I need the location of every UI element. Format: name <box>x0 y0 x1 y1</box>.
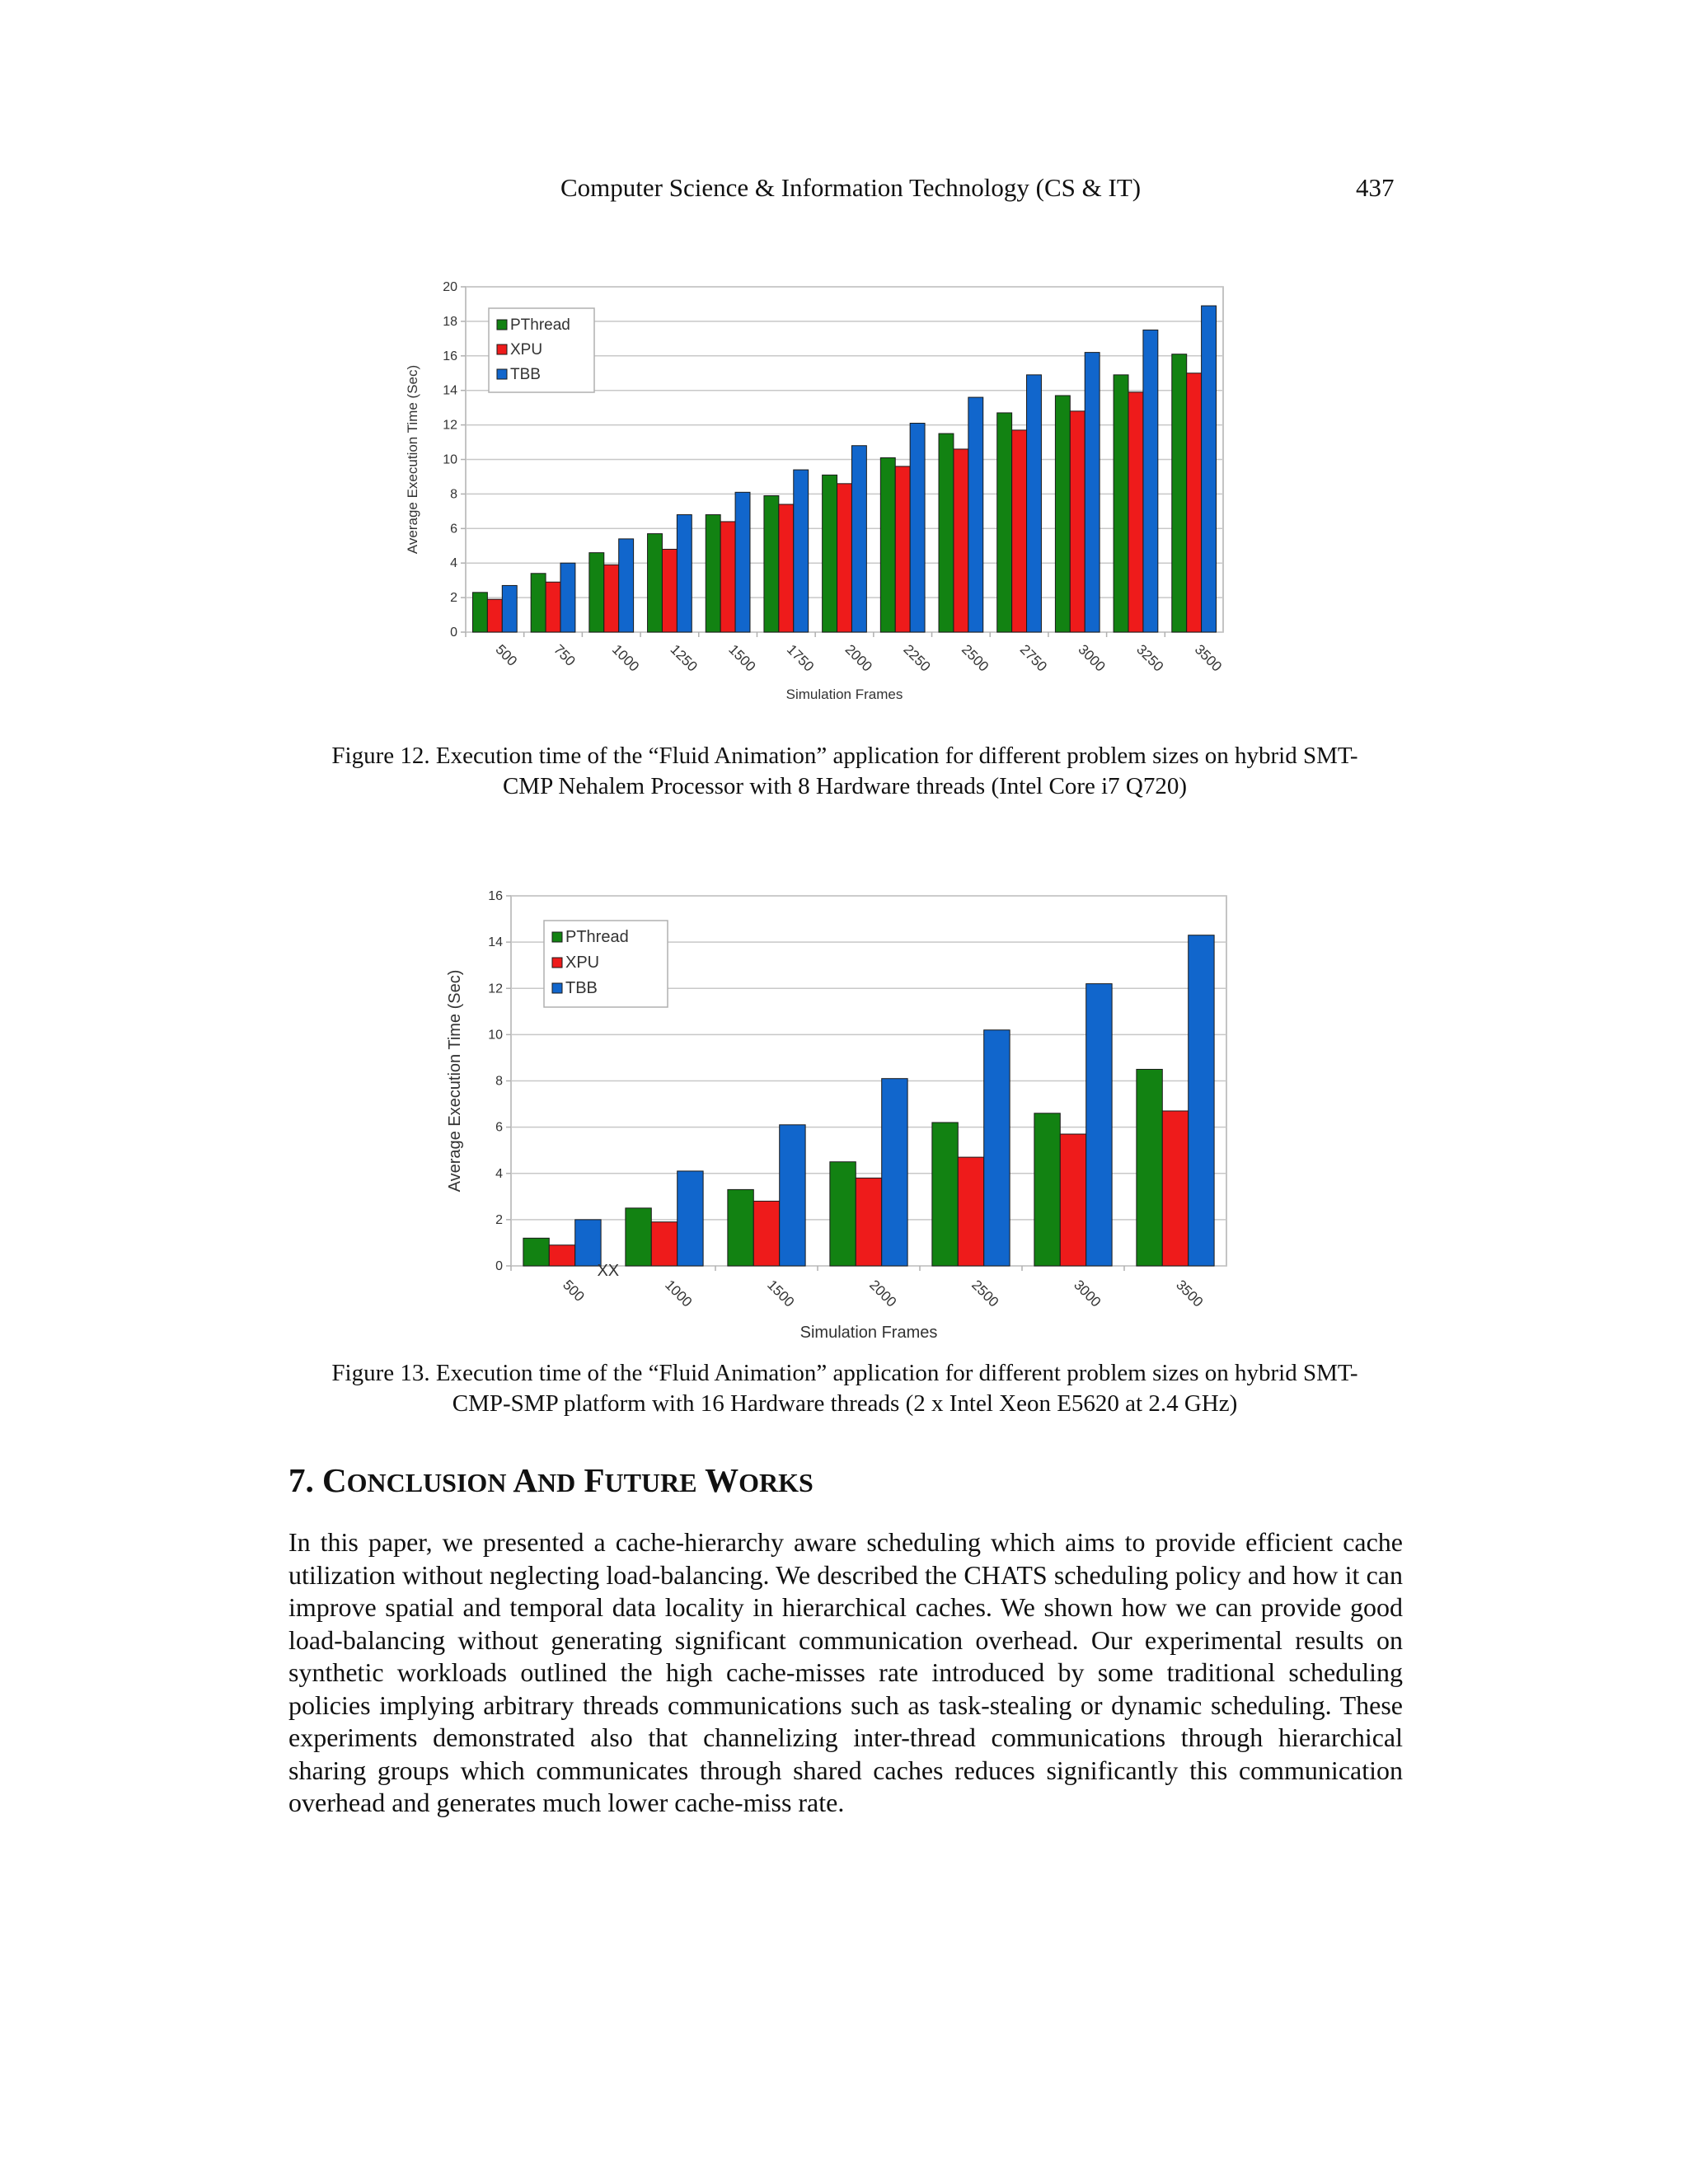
x-tick-label: 3250 <box>1133 641 1167 675</box>
heading-word-rest: ND <box>537 1468 576 1497</box>
x-tick-label: 750 <box>551 641 579 669</box>
bar-pthread <box>1172 354 1187 632</box>
y-tick-label: 6 <box>495 1120 503 1135</box>
legend-label: TBB <box>565 979 598 997</box>
bar-xpu <box>1012 430 1027 632</box>
bar-xpu <box>549 1245 574 1266</box>
legend-swatch <box>497 369 507 379</box>
figure-12-caption-line-2: CMP Nehalem Processor with 8 Hardware threads (Intel Core i7 Q720) <box>502 773 1188 799</box>
y-tick-label: 6 <box>450 522 457 537</box>
x-tick-label: 3000 <box>1071 1277 1104 1310</box>
y-tick-label: 0 <box>495 1259 503 1273</box>
bar-xpu <box>604 565 619 632</box>
section-heading <box>288 1460 814 1500</box>
legend-label: XPU <box>565 954 600 972</box>
bar-xpu <box>662 549 677 632</box>
figure-12-caption-line-1: Figure 12. Execution time of the “Fluid Animation” application for different problem sizes on hybrid SMT- <box>331 743 1358 769</box>
y-tick-label: 4 <box>450 556 457 571</box>
legend-swatch <box>497 320 507 330</box>
bar-pthread <box>523 1238 549 1266</box>
y-axis-title: Average Execution Time (Sec) <box>405 364 420 555</box>
x-axis-title: Simulation Frames <box>785 687 903 702</box>
bar-tbb <box>1085 353 1100 632</box>
bar-xpu <box>487 599 502 632</box>
x-tick-label: 1000 <box>662 1277 696 1310</box>
bar-tbb <box>619 539 634 632</box>
bar-xpu <box>856 1178 881 1266</box>
y-tick-label: 14 <box>488 935 503 950</box>
bar-pthread <box>823 475 837 632</box>
legend-label: TBB <box>510 366 541 383</box>
bar-pthread <box>648 534 663 632</box>
bar-pthread <box>1137 1069 1162 1266</box>
bar-xpu <box>1128 392 1143 632</box>
x-tick-label: 3500 <box>1191 641 1226 675</box>
conclusion-paragraph: In this paper, we presented a cache-hierarchy aware scheduling which aims to provide efficient cache utilization without neglecting load-balancing. We described the CHATS scheduling policy and how it can improve spatial and temporal data locality in hierarchical caches. We shown how we can provide good load-balancing without generating significant communication overhead. Our experimental results on synthetic workloads outlined the high cache-misses rate introduced by some traditional scheduling policies implying arbitrary threads communications such as task-stealing or dynamic scheduling. These experiments demonstrated also that channelizing inter-thread communications through hierarchical sharing groups which communicates through shared caches reduces significantly this communication overhead and generates much lower cache-miss rate. <box>288 1527 1403 1817</box>
y-tick-label: 16 <box>443 349 457 363</box>
y-tick-label: 14 <box>443 383 457 398</box>
x-tick-label: 1000 <box>608 641 643 675</box>
bar-tbb <box>851 446 866 632</box>
y-tick-label: 18 <box>443 314 457 329</box>
bar-xpu <box>958 1157 983 1266</box>
bar-tbb <box>780 1125 805 1266</box>
x-tick-label: 3000 <box>1075 641 1109 675</box>
bar-tbb <box>678 1171 703 1266</box>
y-tick-label: 8 <box>495 1074 503 1089</box>
x-tick-label: 1500 <box>764 1277 798 1310</box>
bar-xpu <box>954 449 968 632</box>
bar-pthread <box>472 593 487 632</box>
bar-pthread <box>626 1208 651 1266</box>
figure-13-chart <box>437 886 1245 1347</box>
section-number: 7. <box>288 1461 314 1499</box>
heading-initial: W <box>705 1461 739 1499</box>
journal-title: Computer Science & Information Technology (CS & IT) <box>560 173 1142 202</box>
x-tick-label: 1250 <box>667 641 701 675</box>
legend-swatch <box>552 932 562 942</box>
bar-tbb <box>735 492 750 632</box>
bar-xpu <box>1070 411 1085 632</box>
y-tick-label: 10 <box>443 452 457 467</box>
bar-tbb <box>560 563 575 632</box>
y-tick-label: 12 <box>488 982 503 996</box>
x-tick-label: 3500 <box>1173 1277 1207 1310</box>
bar-xpu <box>720 522 735 632</box>
chart-annotation: XX <box>597 1262 620 1280</box>
bar-xpu <box>837 484 852 632</box>
bar-pthread <box>880 457 895 632</box>
legend-label: XPU <box>510 341 543 359</box>
x-tick-label: 2000 <box>842 641 875 675</box>
y-axis-title: Average Execution Time (Sec) <box>446 969 464 1193</box>
x-tick-label: 2500 <box>959 641 992 675</box>
bar-tbb <box>1027 375 1042 632</box>
bar-xpu <box>779 504 794 632</box>
y-tick-label: 4 <box>495 1166 503 1181</box>
bar-tbb <box>984 1030 1010 1266</box>
bar-pthread <box>706 515 720 632</box>
bar-pthread <box>830 1162 856 1266</box>
x-tick-label: 2750 <box>1016 641 1050 675</box>
bar-xpu <box>1187 373 1202 632</box>
figure-13-caption <box>280 1358 1409 1419</box>
bar-xpu <box>753 1201 779 1266</box>
heading-initial: F <box>584 1461 605 1499</box>
heading-initial: C <box>322 1461 347 1499</box>
legend-swatch <box>552 958 562 968</box>
figure-13-caption-line-1: Figure 13. Execution time of the “Fluid Animation” application for different problem sizes on hybrid SMT- <box>331 1360 1358 1386</box>
bar-pthread <box>589 553 604 632</box>
bar-xpu <box>1162 1111 1188 1266</box>
figure-12-caption <box>280 741 1409 802</box>
bar-tbb <box>910 424 925 632</box>
bar-xpu <box>1060 1134 1085 1266</box>
x-tick-label: 500 <box>560 1277 588 1305</box>
figure-13-caption-line-2: CMP-SMP platform with 16 Hardware threads (2 x Intel Xeon E5620 at 2.4 GHz) <box>452 1390 1238 1417</box>
heading-word-rest: ORKS <box>738 1468 814 1497</box>
bar-tbb <box>882 1079 907 1266</box>
heading-initial: A <box>513 1461 538 1499</box>
bar-tbb <box>1143 330 1158 632</box>
bar-pthread <box>939 434 954 632</box>
y-tick-label: 12 <box>443 418 457 433</box>
bar-tbb <box>1086 984 1112 1266</box>
x-tick-label: 1500 <box>725 641 759 675</box>
bar-pthread <box>1034 1113 1060 1266</box>
x-tick-label: 1750 <box>783 641 818 675</box>
bar-tbb <box>1189 935 1214 1266</box>
x-axis-title: Simulation Frames <box>799 1324 938 1342</box>
y-tick-label: 2 <box>495 1212 503 1227</box>
bar-xpu <box>895 466 910 632</box>
y-tick-label: 10 <box>488 1028 503 1043</box>
bar-pthread <box>531 574 546 632</box>
heading-word-rest: UTURE <box>604 1468 697 1497</box>
y-tick-label: 20 <box>443 280 457 294</box>
legend-label: PThread <box>510 316 570 334</box>
x-tick-label: 2250 <box>900 641 934 675</box>
x-tick-label: 2500 <box>968 1277 1002 1310</box>
legend-label: PThread <box>565 928 629 946</box>
heading-word-rest: ONCLUSION <box>346 1468 507 1497</box>
bar-xpu <box>546 582 560 632</box>
bar-pthread <box>997 413 1012 632</box>
bar-tbb <box>575 1220 601 1266</box>
bar-tbb <box>677 515 692 632</box>
bar-tbb <box>1202 306 1217 632</box>
x-tick-label: 500 <box>492 641 521 669</box>
bar-pthread <box>1055 396 1070 632</box>
y-tick-label: 0 <box>450 626 457 640</box>
bar-pthread <box>764 495 779 632</box>
bar-tbb <box>794 470 809 632</box>
legend-swatch <box>497 344 507 354</box>
x-tick-label: 2000 <box>866 1277 900 1310</box>
y-tick-label: 2 <box>450 591 457 606</box>
figure-12-chart <box>396 272 1236 709</box>
bar-pthread <box>932 1122 958 1266</box>
bar-xpu <box>651 1222 677 1266</box>
bar-pthread <box>728 1189 753 1266</box>
bar-tbb <box>968 397 983 632</box>
bar-tbb <box>502 585 517 632</box>
bar-pthread <box>1114 375 1128 632</box>
page-number: 437 <box>1356 173 1395 202</box>
y-tick-label: 16 <box>488 889 503 903</box>
legend-swatch <box>552 983 562 993</box>
y-tick-label: 8 <box>450 487 457 502</box>
